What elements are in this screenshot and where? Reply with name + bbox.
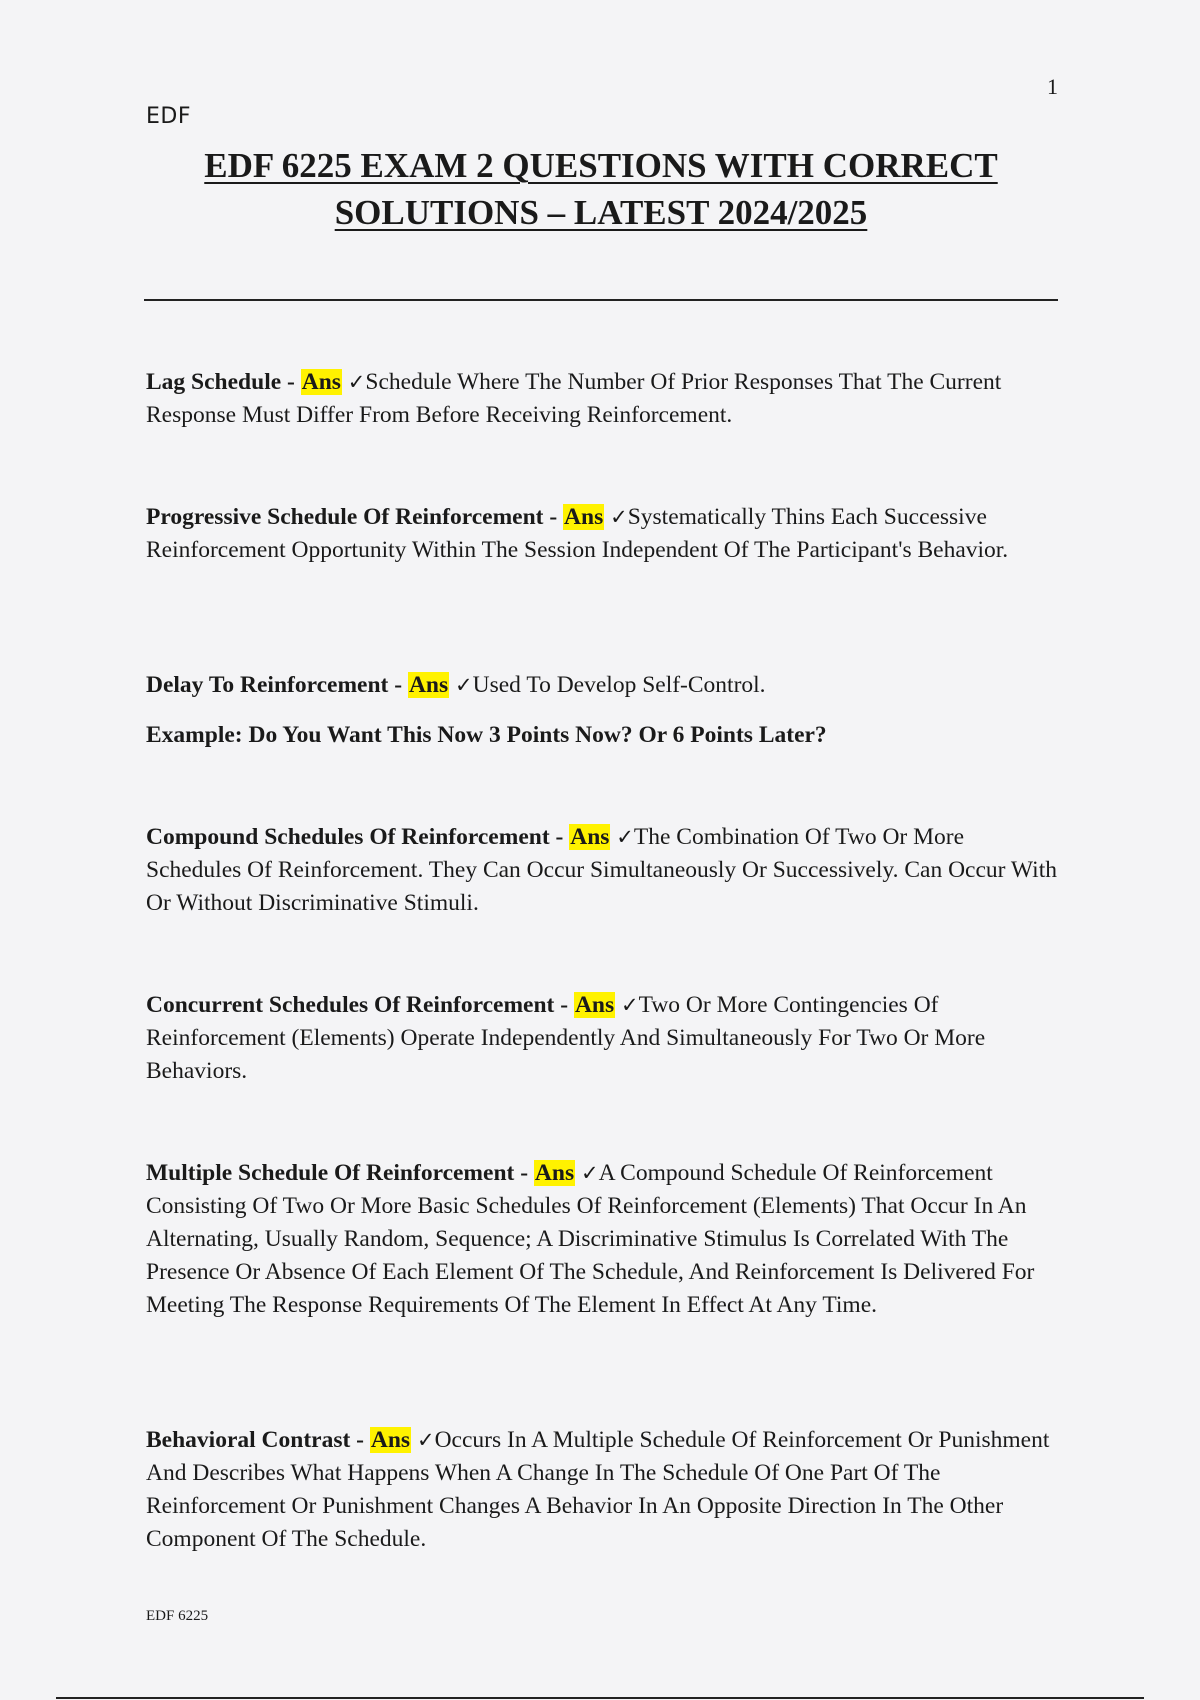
checkmark-icon: ✓ bbox=[416, 1428, 435, 1452]
ans-highlight: Ans bbox=[534, 1160, 575, 1186]
qa-term: Lag Schedule - bbox=[146, 369, 301, 395]
qa-answer: Schedule Where The Number Of Prior Responses That The Current Response Must Differ From Before Receiving Reinforcement. bbox=[146, 369, 1002, 428]
ans-highlight: Ans bbox=[574, 992, 615, 1018]
ans-highlight: Ans bbox=[370, 1427, 411, 1453]
ans-highlight: Ans bbox=[570, 824, 610, 850]
qa-answer: The Combination Of Two Or More Schedules Of Reinforcement. They Can Occur Simultaneously Or Successively. Can Occur With Or Without Discriminative Stimuli. bbox=[146, 824, 1057, 916]
checkmark-icon: ✓ bbox=[455, 673, 473, 697]
qa-item-delay-to-reinforcement bbox=[146, 669, 1058, 702]
qa-item-lag-schedule bbox=[146, 366, 1058, 432]
qa-term: Progressive Schedule Of Reinforcement - bbox=[146, 504, 564, 530]
checkmark-icon: ✓ bbox=[580, 1161, 599, 1185]
qa-item-behavioral-contrast bbox=[146, 1424, 1058, 1556]
qa-item-progressive-schedule bbox=[146, 501, 1058, 567]
ans-highlight: Ans bbox=[408, 672, 449, 698]
qa-term: Multiple Schedule Of Reinforcement - bbox=[146, 1160, 534, 1186]
document-title bbox=[146, 142, 1056, 236]
checkmark-icon: ✓ bbox=[610, 505, 628, 529]
qa-answer: Used To Develop Self-Control. bbox=[472, 672, 766, 698]
qa-item-concurrent-schedules bbox=[146, 989, 1058, 1088]
header-label: EDF bbox=[146, 104, 191, 129]
qa-answer: A Compound Schedule Of Reinforcement Consisting Of Two Or More Basic Schedules Of Reinforcement (Elements) That Occur In An Alternating, Usually Random, Sequence; A Discriminative Stimulus Is Correlated With The Presence Or Absence Of Each Element Of The Schedule, And Reinforcement Is Delivered For Meeting The Response Requirements Of The Element In Effect At Any Time. bbox=[146, 1160, 1035, 1318]
ans-highlight: Ans bbox=[301, 369, 341, 395]
checkmark-icon: ✓ bbox=[621, 993, 639, 1017]
ans-highlight: Ans bbox=[564, 504, 604, 530]
qa-term: Compound Schedules Of Reinforcement - bbox=[146, 824, 570, 850]
footer-divider bbox=[56, 1697, 1144, 1699]
qa-item-compound-schedules bbox=[146, 821, 1058, 920]
checkmark-icon: ✓ bbox=[347, 370, 366, 394]
footer-label: EDF 6225 bbox=[146, 1608, 209, 1624]
checkmark-icon: ✓ bbox=[616, 825, 634, 849]
qa-term: Concurrent Schedules Of Reinforcement - bbox=[146, 992, 574, 1018]
qa-term: Behavioral Contrast - bbox=[146, 1427, 370, 1453]
title-line-1: EDF 6225 EXAM 2 QUESTIONS WITH CORRECT bbox=[204, 146, 998, 185]
page-number: 1 bbox=[1047, 74, 1058, 99]
qa-answer: Occurs In A Multiple Schedule Of Reinforcement Or Punishment And Describes What Happens When A Change In The Schedule Of One Part Of The Reinforcement Or Punishment Changes A Behavior In An Opposite Direction In The Other Component Of The Schedule. bbox=[146, 1427, 1050, 1552]
qa-term: Delay To Reinforcement - bbox=[146, 672, 408, 698]
example-text: Example: Do You Want This Now 3 Points Now? Or 6 Points Later? bbox=[146, 722, 827, 748]
title-divider bbox=[144, 299, 1058, 301]
title-line-2: SOLUTIONS – LATEST 2024/2025 bbox=[334, 193, 868, 232]
qa-answer: Two Or More Contingencies Of Reinforcement (Elements) Operate Independently And Simultaneously For Two Or More Behaviors. bbox=[146, 992, 986, 1084]
qa-item-multiple-schedule bbox=[146, 1157, 1058, 1322]
qa-answer: Systematically Thins Each Successive Reinforcement Opportunity Within The Session Independent Of The Participant's Behavior. bbox=[146, 504, 1009, 563]
